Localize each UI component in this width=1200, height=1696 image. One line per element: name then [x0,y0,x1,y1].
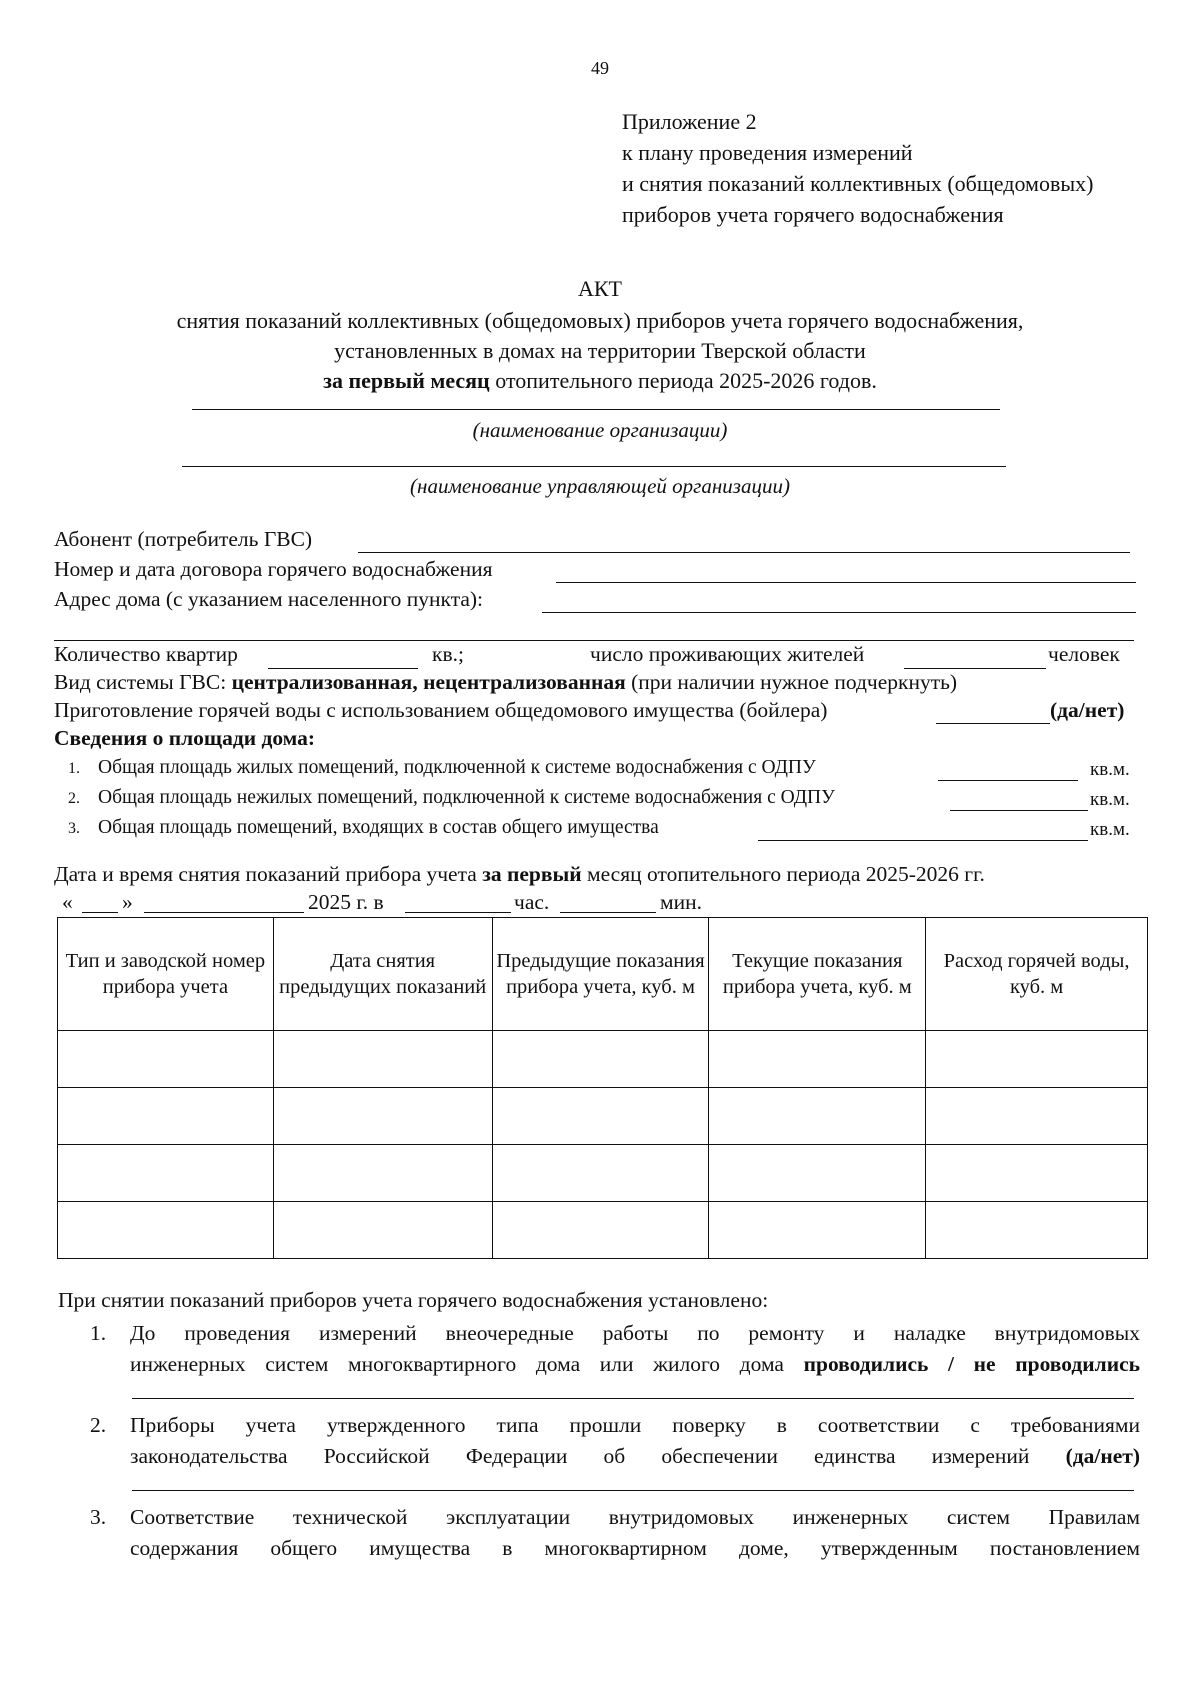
day-input-line[interactable] [82,912,118,913]
appendix-header [622,106,1093,230]
area-item-text: Общая площадь помещений, входящих в состав общего имущества [98,817,659,838]
table-cell[interactable] [492,1145,709,1202]
area-item-number: 2. [68,790,80,807]
table-cell[interactable] [273,1031,492,1088]
header-consumption: Расход горячей воды, куб. м [926,918,1148,1031]
residents-input-line[interactable] [904,668,1046,669]
finding-number: 1. [90,1321,107,1345]
quote-open: « [62,890,73,914]
area-input-line-2[interactable] [950,810,1088,811]
table-cell[interactable] [58,1088,274,1145]
finding-line-2 [130,1349,1140,1380]
act-subtitle [0,306,1200,396]
table-row [58,1031,1148,1088]
apartments-input-line[interactable] [268,668,418,669]
appendix-line-3: и снятия показаний коллективных (общедомовых) [622,171,1094,196]
finding-line-2 [130,1533,1140,1564]
boiler-input-line[interactable] [936,723,1050,724]
finding-line-1: Приборы учета утвержденного типа прошли поверку в соответствии с требованиями [130,1413,1140,1437]
header-current-readings: Текущие показания прибора учета, куб. м [709,918,926,1031]
area-heading: Сведения о площади дома: [54,726,316,750]
hours-label: час. [514,890,550,914]
finding-item-1 [90,1318,1150,1382]
header-meter-type: Тип и заводской номер прибора учета [58,918,274,1031]
residents-unit: человек [1048,642,1120,666]
reading-date-suffix: месяц отопительного периода 2025-2026 гг. [581,862,985,886]
address-label: Адрес дома (с указанием населенного пункта): [54,587,484,611]
area-item-text: Общая площадь жилых помещений, подключенной к системе водоснабжения с ОДПУ [98,757,816,778]
finding-item-2 [90,1410,1150,1474]
finding-answer: (да/нет) [1065,1444,1140,1468]
appendix-line-1: Приложение 2 [622,109,757,134]
meter-readings-table [57,917,1148,1259]
subscriber-row [54,527,312,552]
minute-input-line[interactable] [560,912,656,913]
table-cell[interactable] [926,1145,1148,1202]
finding-line-2 [130,1441,1140,1472]
system-options: централизованная, нецентрализованная [231,670,626,694]
management-org-caption: (наименование управляющей организации) [410,474,790,498]
finding-line-1: До проведения измерений внеочередные работы по ремонту и наладке внутридомовых [130,1321,1140,1345]
boiler-label: Приготовление горячей воды с использованием общедомового имущества (бойлера) [54,698,828,722]
act-title: АКТ [578,276,622,301]
area-unit-3: кв.м. [1090,819,1130,840]
act-subtitle-line-3 [0,366,1200,396]
subscriber-input-line[interactable] [358,552,1130,553]
finding-line-2-text: законодательства Российской Федерации об обеспечении единства измерений [130,1444,1066,1468]
contract-input-line[interactable] [556,582,1136,583]
boiler-answer-wrap [1050,698,1124,723]
address-input-line[interactable] [542,612,1136,613]
finding-2-input-line[interactable] [132,1490,1134,1491]
reading-date-bold: за первый [482,862,582,886]
findings-intro: При снятии показаний приборов учета горячего водоснабжения установлено: [58,1288,769,1312]
subscriber-label: Абонент (потребитель ГВС) [54,527,313,551]
minutes-label: мин. [660,890,702,914]
finding-line-2-text: содержания общего имущества в многоквартирном доме, утвержденным постановлением [130,1536,1140,1560]
table-header-row [58,918,1148,1031]
finding-number: 3. [90,1505,107,1529]
area-item-2 [68,787,835,809]
table-cell[interactable] [58,1202,274,1259]
table-cell[interactable] [492,1202,709,1259]
finding-1-input-line[interactable] [132,1398,1134,1399]
table-cell[interactable] [709,1088,926,1145]
table-row [58,1145,1148,1202]
table-cell[interactable] [58,1031,274,1088]
table-cell[interactable] [58,1145,274,1202]
apartments-label: Количество квартир [54,642,238,666]
management-org-line [182,466,1006,467]
hour-input-line[interactable] [405,912,511,913]
finding-answer: проводились / не проводились [803,1352,1141,1376]
area-item-3 [68,817,659,839]
act-period-bold: за первый месяц [323,368,490,393]
finding-line-2-text: инженерных систем многоквартирного дома или жилого дома [130,1352,804,1376]
year-label: 2025 г. в [308,890,384,914]
area-item-1 [68,757,816,779]
system-row [54,670,957,695]
system-note: (при наличии нужное подчеркнуть) [625,670,958,694]
table-cell[interactable] [709,1031,926,1088]
table-cell[interactable] [273,1145,492,1202]
organization-caption: (наименование организации) [472,418,728,442]
header-previous-readings: Предыдущие показания прибора учета, куб. м [492,918,709,1031]
area-item-text: Общая площадь нежилых помещений, подключенной к системе водоснабжения с ОДПУ [98,787,835,808]
quote-close: » [122,890,133,914]
table-cell[interactable] [273,1202,492,1259]
finding-number: 2. [90,1413,107,1437]
area-item-number: 1. [68,760,80,777]
act-period-rest: отопительного периода 2025-2026 годов. [489,368,877,393]
area-heading-wrap [54,726,315,751]
system-label: Вид системы ГВС: [54,670,232,694]
reading-date-prefix: Дата и время снятия показаний прибора учета [54,862,483,886]
area-input-line-3[interactable] [758,840,1088,841]
act-subtitle-line-2: установленных в домах на территории Тверской области [334,338,866,363]
appendix-line-4: приборов учета горячего водоснабжения [622,202,1004,227]
boiler-answer: (да/нет) [1050,698,1125,722]
area-unit-1: кв.м. [1090,759,1130,780]
residents-label: число проживающих жителей [590,642,865,666]
table-cell[interactable] [709,1202,926,1259]
act-subtitle-line-1: снятия показаний коллективных (общедомовых) приборов учета горячего водоснабжения, [176,308,1024,333]
reading-date-heading [54,862,985,887]
table-cell[interactable] [926,1202,1148,1259]
organization-line [192,409,1000,410]
area-unit-2: кв.м. [1090,789,1130,810]
finding-item-3 [90,1502,1150,1566]
address-row [54,587,483,612]
area-item-number: 3. [68,820,80,837]
month-input-line[interactable] [144,912,304,913]
table-cell[interactable] [492,1031,709,1088]
table-cell[interactable] [926,1031,1148,1088]
table-cell[interactable] [273,1088,492,1145]
header-previous-date: Дата снятия предыдущих показаний [273,918,492,1031]
table-row [58,1202,1148,1259]
finding-line-1: Соответствие технической эксплуатации внутридомовых инженерных систем Правилам [130,1505,1140,1529]
contract-label: Номер и дата договора горячего водоснабжения [54,557,493,581]
page-number: 49 [591,58,609,78]
contract-row [54,557,492,582]
table-cell[interactable] [492,1088,709,1145]
appendix-line-2: к плану проведения измерений [622,140,913,165]
address-input-line-2[interactable] [54,640,1134,641]
apartments-unit: кв.; [432,642,464,666]
area-input-line-1[interactable] [938,780,1078,781]
table-cell[interactable] [709,1145,926,1202]
table-cell[interactable] [926,1088,1148,1145]
table-row [58,1088,1148,1145]
